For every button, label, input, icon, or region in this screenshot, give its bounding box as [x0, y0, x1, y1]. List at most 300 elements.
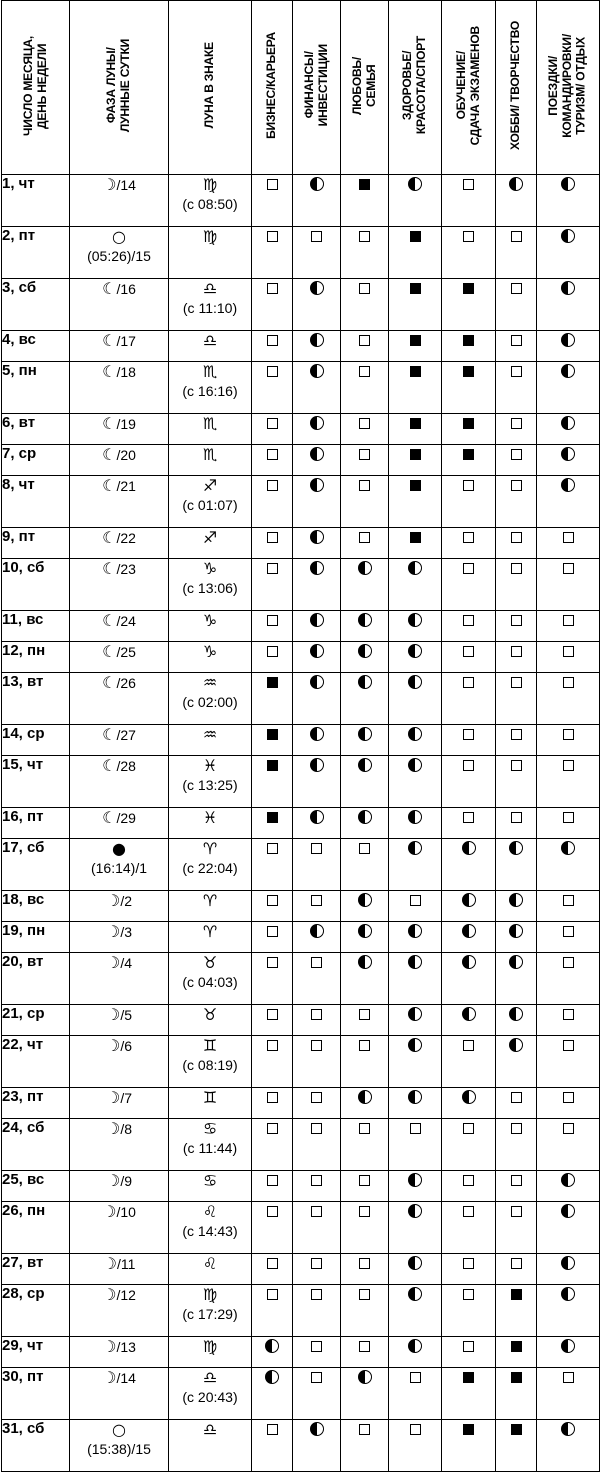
rating-cell: [341, 1420, 389, 1472]
rating-cell: [341, 808, 389, 839]
moon-phase-icon: ☽: [105, 1005, 121, 1024]
yin-yang-icon: [408, 758, 422, 772]
table-row: [2, 1368, 600, 1420]
rating-cell: [442, 1202, 496, 1254]
rating-cell: [341, 642, 389, 673]
rating-cell: [293, 642, 341, 673]
yin-yang-icon: [462, 841, 476, 855]
empty-square-icon: [359, 283, 370, 294]
rating-cell: [496, 922, 537, 953]
zodiac-sign-icon: ♑: [202, 559, 218, 578]
filled-square-icon: [511, 1289, 522, 1300]
moon-sign-cell: [169, 725, 252, 756]
empty-square-icon: [511, 812, 522, 823]
zodiac-sign-icon: ♒: [202, 673, 218, 692]
rating-cell: [496, 1005, 537, 1036]
zodiac-sign-icon: ♉: [202, 953, 218, 972]
day-cell: 6, вт: [2, 414, 70, 445]
empty-square-icon: [463, 231, 474, 242]
phase-time-text: (15:38)/15: [87, 1441, 151, 1457]
rating-cell: [341, 725, 389, 756]
moon-phase-icon: ☾: [102, 476, 117, 495]
empty-square-icon: [267, 1258, 278, 1269]
empty-square-icon: [511, 532, 522, 543]
rating-cell: [496, 953, 537, 1005]
lunar-day-text: /17: [116, 333, 136, 349]
empty-square-icon: [267, 1175, 278, 1186]
filled-square-icon: [463, 449, 474, 460]
rating-cell: [293, 953, 341, 1005]
rating-cell: [389, 1420, 442, 1472]
rating-cell: [442, 953, 496, 1005]
zodiac-sign-icon: ♍: [202, 175, 218, 194]
table-row: [2, 725, 600, 756]
rating-cell: [341, 559, 389, 611]
header-row: [2, 1, 600, 175]
empty-square-icon: [563, 1092, 574, 1103]
rating-cell: [442, 445, 496, 476]
moon-phase-icon: ☽: [102, 1337, 117, 1356]
yin-yang-icon: [310, 924, 324, 938]
filled-square-icon: [511, 1372, 522, 1383]
yin-yang-icon: [561, 841, 575, 855]
rating-cell: [496, 279, 537, 331]
empty-square-icon: [267, 480, 278, 491]
yin-yang-icon: [408, 177, 422, 191]
lunar-day-text: /22: [116, 530, 136, 546]
moon-phase-icon: ☽: [105, 1171, 121, 1190]
yin-yang-icon: [358, 613, 372, 627]
empty-square-icon: [511, 366, 522, 377]
moon-phase-cell: [70, 725, 169, 756]
moon-sign-cell: [169, 1088, 252, 1119]
rating-cell: [389, 1119, 442, 1171]
rating-cell: [293, 227, 341, 279]
yin-yang-icon: [358, 810, 372, 824]
moon-sign-cell: [169, 1005, 252, 1036]
day-cell: 15, чт: [2, 756, 70, 808]
rating-cell: [442, 175, 496, 227]
moon-sign-cell: [169, 611, 252, 642]
lunar-day-text: /28: [116, 758, 136, 774]
table-row: [2, 445, 600, 476]
rating-cell: [293, 175, 341, 227]
empty-square-icon: [267, 1040, 278, 1051]
rating-cell: [293, 756, 341, 808]
zodiac-sign-icon: ♊: [202, 1036, 218, 1055]
rating-cell: [496, 1119, 537, 1171]
header-date-label: ЧИСЛО МЕСЯЦА, ДЕНЬ НЕДЕЛИ: [20, 35, 49, 136]
moon-phase-cell: [70, 1171, 169, 1202]
rating-cell: [442, 1285, 496, 1337]
empty-square-icon: [267, 449, 278, 460]
empty-square-icon: [359, 231, 370, 242]
rating-cell: [537, 414, 600, 445]
empty-square-icon: [410, 1123, 421, 1134]
rating-cell: [252, 559, 293, 611]
yin-yang-icon: [358, 727, 372, 741]
rating-cell: [389, 1005, 442, 1036]
rating-cell: [496, 1337, 537, 1368]
rating-cell: [252, 891, 293, 922]
day-cell: 16, пт: [2, 808, 70, 839]
moon-sign-cell: [169, 1171, 252, 1202]
moon-phase-icon: ☾: [102, 279, 117, 298]
day-cell: 23, пт: [2, 1088, 70, 1119]
moon-sign-cell: [169, 642, 252, 673]
rating-cell: [252, 1420, 293, 1472]
moon-phase-icon: ☽: [102, 1285, 117, 1304]
header-business-label: БИЗНЕС/КАРЬЕРА: [264, 32, 279, 139]
empty-square-icon: [463, 1258, 474, 1269]
rating-cell: [341, 673, 389, 725]
moon-phase-cell: [70, 673, 169, 725]
moon-sign-cell: [169, 953, 252, 1005]
empty-square-icon: [563, 760, 574, 771]
moon-phase-cell: [70, 528, 169, 559]
empty-square-icon: [311, 1009, 322, 1020]
filled-square-icon: [267, 812, 278, 823]
empty-square-icon: [359, 1009, 370, 1020]
empty-square-icon: [511, 449, 522, 460]
rating-cell: [252, 756, 293, 808]
rating-cell: [442, 559, 496, 611]
rating-cell: [537, 175, 600, 227]
rating-cell: [496, 331, 537, 362]
rating-cell: [389, 559, 442, 611]
lunar-day-text: /18: [116, 364, 136, 380]
rating-cell: [252, 642, 293, 673]
moon-phase-icon: ☾: [102, 331, 117, 350]
rating-cell: [252, 414, 293, 445]
rating-cell: [389, 839, 442, 891]
yin-yang-icon: [310, 333, 324, 347]
empty-square-icon: [267, 1123, 278, 1134]
rating-cell: [341, 1119, 389, 1171]
rating-cell: [442, 279, 496, 331]
yin-yang-icon: [310, 177, 324, 191]
moon-phase-icon: ☾: [102, 362, 117, 381]
moon-phase-cell: [70, 1202, 169, 1254]
rating-cell: [252, 528, 293, 559]
moon-phase-icon: ☾: [102, 756, 117, 775]
lunar-day-text: /14: [116, 177, 136, 193]
rating-cell: [252, 362, 293, 414]
rating-cell: [252, 839, 293, 891]
yin-yang-icon: [408, 644, 422, 658]
yin-yang-icon: [561, 229, 575, 243]
table-row: [2, 953, 600, 1005]
lunar-day-text: /21: [116, 478, 136, 494]
empty-square-icon: [511, 1258, 522, 1269]
filled-square-icon: [410, 335, 421, 346]
rating-cell: [389, 362, 442, 414]
rating-cell: [341, 953, 389, 1005]
zodiac-sign-icon: ♌: [202, 1254, 218, 1273]
lunar-day-text: /12: [116, 1287, 136, 1303]
moon-phase-cell: [70, 922, 169, 953]
yin-yang-icon: [509, 955, 523, 969]
rating-cell: [389, 642, 442, 673]
empty-square-icon: [463, 760, 474, 771]
lunar-day-text: /26: [116, 675, 136, 691]
yin-yang-icon: [265, 1370, 279, 1384]
moon-phase-cell: [70, 1254, 169, 1285]
rating-cell: [496, 891, 537, 922]
moon-phase-icon: ☽: [105, 1036, 121, 1055]
table-row: [2, 279, 600, 331]
day-cell: 18, вс: [2, 891, 70, 922]
filled-square-icon: [410, 418, 421, 429]
moon-phase-cell: [70, 1420, 169, 1472]
rating-cell: [496, 528, 537, 559]
zodiac-sign-icon: ♒: [202, 725, 218, 744]
moon-phase-cell: [70, 331, 169, 362]
rating-cell: [341, 1005, 389, 1036]
table-row: [2, 1254, 600, 1285]
filled-square-icon: [359, 179, 370, 190]
zodiac-sign-icon: ♋: [202, 1119, 218, 1138]
lunar-day-text: /25: [116, 644, 136, 660]
empty-square-icon: [463, 179, 474, 190]
yin-yang-icon: [509, 924, 523, 938]
day-cell: 1, чт: [2, 175, 70, 227]
lunar-day-text: /6: [120, 1038, 133, 1054]
header-health: [389, 1, 442, 175]
zodiac-sign-icon: ♋: [202, 1171, 218, 1190]
table-row: [2, 1420, 600, 1472]
rating-cell: [537, 1254, 600, 1285]
moon-phase-icon: ☾: [102, 445, 117, 464]
moon-sign-cell: [169, 279, 252, 331]
zodiac-sign-icon: ♑: [202, 642, 218, 661]
moon-sign-cell: [169, 1254, 252, 1285]
rating-cell: [442, 331, 496, 362]
sign-time-text: (с 13:25): [182, 777, 238, 793]
rating-cell: [537, 891, 600, 922]
yin-yang-icon: [265, 1339, 279, 1353]
moon-phase-cell: [70, 362, 169, 414]
rating-cell: [341, 445, 389, 476]
empty-square-icon: [267, 1424, 278, 1435]
yin-yang-icon: [561, 478, 575, 492]
yin-yang-icon: [509, 893, 523, 907]
header-health-label: ЗДОРОВЬЕ/ КРАСОТА/СПОРТ: [400, 36, 428, 135]
rating-cell: [293, 1254, 341, 1285]
yin-yang-icon: [408, 1173, 422, 1187]
rating-cell: [442, 642, 496, 673]
rating-cell: [252, 1337, 293, 1368]
rating-cell: [252, 808, 293, 839]
lunar-day-text: /2: [120, 893, 133, 909]
rating-cell: [537, 953, 600, 1005]
day-cell: 7, ср: [2, 445, 70, 476]
rating-cell: [293, 922, 341, 953]
phase-time-text: (16:14)/1: [90, 860, 148, 876]
empty-square-icon: [359, 532, 370, 543]
rating-cell: [389, 673, 442, 725]
rating-cell: [252, 673, 293, 725]
rating-cell: [442, 1119, 496, 1171]
rating-cell: [341, 839, 389, 891]
moon-phase-cell: [70, 953, 169, 1005]
rating-cell: [442, 1088, 496, 1119]
rating-cell: [442, 1254, 496, 1285]
rating-cell: [496, 756, 537, 808]
rating-cell: [442, 227, 496, 279]
empty-square-icon: [563, 957, 574, 968]
rating-cell: [341, 1202, 389, 1254]
yin-yang-icon: [561, 364, 575, 378]
rating-cell: [496, 227, 537, 279]
header-moon-phase: [70, 1, 169, 175]
yin-yang-icon: [561, 1339, 575, 1353]
sign-time-text: (с 04:03): [182, 974, 238, 990]
moon-sign-cell: [169, 922, 252, 953]
rating-cell: [252, 1036, 293, 1088]
moon-sign-cell: [169, 445, 252, 476]
rating-cell: [293, 1088, 341, 1119]
rating-cell: [341, 279, 389, 331]
rating-cell: [252, 1254, 293, 1285]
yin-yang-icon: [310, 675, 324, 689]
yin-yang-icon: [462, 924, 476, 938]
filled-square-icon: [511, 1341, 522, 1352]
moon-phase-cell: [70, 1285, 169, 1337]
rating-cell: [537, 1088, 600, 1119]
rating-cell: [341, 175, 389, 227]
calendar-body: [2, 175, 600, 1472]
empty-square-icon: [267, 957, 278, 968]
rating-cell: [442, 611, 496, 642]
day-cell: 31, сб: [2, 1420, 70, 1472]
zodiac-sign-icon: ♈: [202, 839, 218, 858]
day-cell: 17, сб: [2, 839, 70, 891]
day-cell: 25, вс: [2, 1171, 70, 1202]
rating-cell: [341, 611, 389, 642]
yin-yang-icon: [358, 924, 372, 938]
zodiac-sign-icon: ♊: [202, 1088, 218, 1107]
rating-cell: [341, 331, 389, 362]
yin-yang-icon: [408, 1204, 422, 1218]
table-row: [2, 1005, 600, 1036]
rating-cell: [293, 611, 341, 642]
empty-square-icon: [267, 335, 278, 346]
rating-cell: [252, 227, 293, 279]
rating-cell: [389, 756, 442, 808]
empty-square-icon: [463, 1175, 474, 1186]
moon-phase-cell: [70, 642, 169, 673]
rating-cell: [442, 476, 496, 528]
header-love: [341, 1, 389, 175]
moon-phase-icon: ☽: [105, 922, 121, 941]
rating-cell: [293, 559, 341, 611]
moon-sign-cell: [169, 891, 252, 922]
table-row: [2, 756, 600, 808]
rating-cell: [537, 1285, 600, 1337]
rating-cell: [293, 1285, 341, 1337]
rating-cell: [293, 528, 341, 559]
rating-cell: [442, 1005, 496, 1036]
empty-square-icon: [511, 335, 522, 346]
table-row: [2, 891, 600, 922]
yin-yang-icon: [358, 955, 372, 969]
empty-square-icon: [359, 1040, 370, 1051]
sign-time-text: (с 08:19): [182, 1057, 238, 1073]
filled-square-icon: [410, 366, 421, 377]
header-date: [2, 1, 70, 175]
rating-cell: [252, 1285, 293, 1337]
table-row: [2, 414, 600, 445]
moon-phase-icon: ☾: [102, 808, 117, 827]
yin-yang-icon: [310, 281, 324, 295]
day-cell: 21, ср: [2, 1005, 70, 1036]
rating-cell: [496, 362, 537, 414]
yin-yang-icon: [408, 1090, 422, 1104]
yin-yang-icon: [408, 613, 422, 627]
empty-square-icon: [463, 480, 474, 491]
sign-time-text: (с 11:10): [182, 300, 238, 316]
empty-square-icon: [359, 449, 370, 460]
rating-cell: [442, 1036, 496, 1088]
rating-cell: [537, 756, 600, 808]
empty-square-icon: [563, 895, 574, 906]
rating-cell: [496, 414, 537, 445]
table-row: [2, 922, 600, 953]
yin-yang-icon: [561, 281, 575, 295]
rating-cell: [389, 1368, 442, 1420]
yin-yang-icon: [310, 613, 324, 627]
zodiac-sign-icon: ♍: [202, 1285, 218, 1304]
rating-cell: [389, 279, 442, 331]
empty-square-icon: [511, 646, 522, 657]
filled-square-icon: [463, 335, 474, 346]
zodiac-sign-icon: ♈: [202, 891, 218, 910]
rating-cell: [537, 1171, 600, 1202]
lunar-day-text: /23: [116, 561, 136, 577]
zodiac-sign-icon: ♏: [202, 362, 218, 381]
rating-cell: [252, 611, 293, 642]
zodiac-sign-icon: ♑: [202, 611, 218, 630]
empty-square-icon: [267, 895, 278, 906]
moon-phase-icon: ☾: [102, 611, 117, 630]
yin-yang-icon: [310, 561, 324, 575]
rating-cell: [389, 1088, 442, 1119]
table-row: [2, 1337, 600, 1368]
empty-square-icon: [267, 563, 278, 574]
sign-time-text: (с 02:00): [182, 694, 238, 710]
empty-square-icon: [463, 677, 474, 688]
rating-cell: [293, 279, 341, 331]
rating-cell: [341, 1171, 389, 1202]
empty-square-icon: [267, 179, 278, 190]
day-cell: 3, сб: [2, 279, 70, 331]
rating-cell: [537, 528, 600, 559]
zodiac-sign-icon: ♉: [202, 1005, 218, 1024]
table-row: [2, 611, 600, 642]
yin-yang-icon: [561, 416, 575, 430]
empty-square-icon: [267, 532, 278, 543]
yin-yang-icon: [561, 177, 575, 191]
yin-yang-icon: [509, 1038, 523, 1052]
moon-phase-cell: [70, 1368, 169, 1420]
day-cell: 9, пт: [2, 528, 70, 559]
rating-cell: [389, 227, 442, 279]
rating-cell: [389, 1254, 442, 1285]
yin-yang-icon: [462, 1090, 476, 1104]
rating-cell: [341, 1036, 389, 1088]
yin-yang-icon: [408, 1339, 422, 1353]
